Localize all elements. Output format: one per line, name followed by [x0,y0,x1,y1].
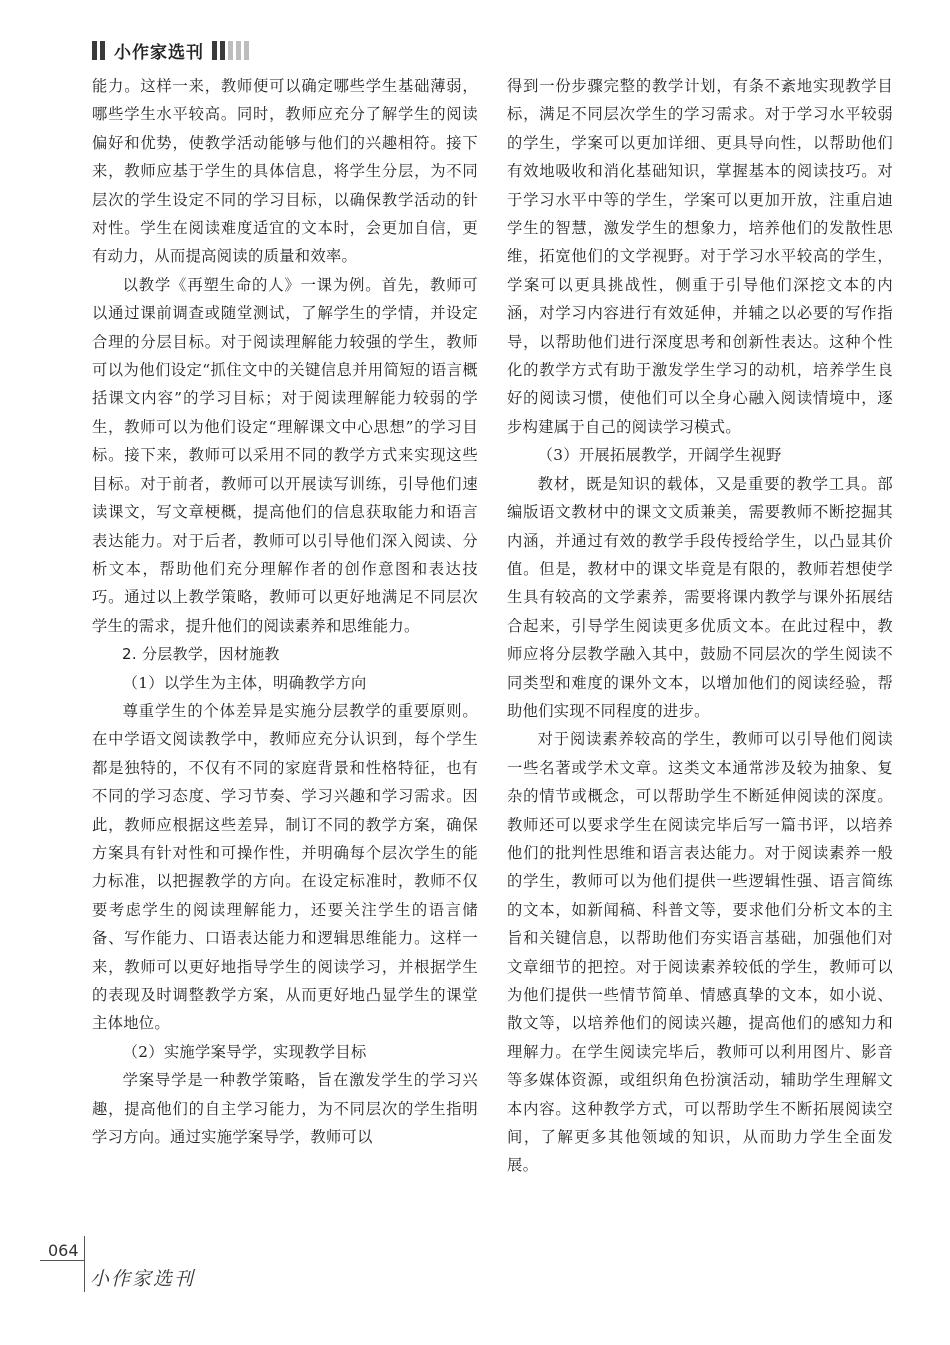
page-number: 064 [48,1241,79,1260]
paragraph: 得到一份步骤完整的教学计划，有条不紊地实现教学目标，满足不同层次学生的学习需求。对于学习水平较弱的学生，学案可以更加详细、更具导向性，以帮助他们有效地吸收和消化基础知识，掌握基本的阅读技巧。对于学习水平中等的学生，学案可以更加开放，注重启迪学生的智慧，激发学生的想象力，培养他们的发散性思维，拓宽他们的文学视野。对于学习水平较高的学生，学案可以更具挑战性，侧重于引导他们深挖文本的内涵，对学习内容进行有效延伸，并辅之以必要的写作指导，以帮助他们进行深度思考和创新性表达。这种个性化的教学方式有助于激发学生学习的动机，培养学生良好的阅读习惯，使他们可以全身心融入阅读情境中，逐步构建属于自己的阅读学习模式。 [507,77,893,436]
header-bar-decoration [236,41,241,60]
section-heading: 2. 分层教学，因材施教 [122,645,280,664]
left-column [92,72,478,1151]
paragraph: 教材，既是知识的载体，又是重要的教学工具。部编版语文教材中的课文文质兼美，需要教师不断挖掘其内涵，并通过有效的教学手段传授给学生，以凸显其价值。但是，教材中的课文毕竟是有限的，教师若想使学生具有较高的文学素养，需要将课内教学与课外拓展结合起来，引导学生阅读更多优质文本。在此过程中，教师应将分层教学融入其中，鼓励不同层次的学生阅读不同类型和难度的课外文本，以增加他们的阅读经验，帮助他们实现不同程度的进步。 [507,474,893,720]
paragraph: 能力。这样一来，教师便可以确定哪些学生基础薄弱，哪些学生水平较高。同时，教师应充分了解学生的阅读偏好和优势，使教学活动能够与他们的兴趣相符。接下来，教师应基于学生的具体信息，将学生分层，为不同层次的学生设定不同的学习目标，以确保教学活动的针对性。学生在阅读难度适宜的文本时，会更加自信，更有动力，从而提高阅读的质量和效率。 [92,77,478,266]
footer-divider [40,1260,84,1261]
paragraph: 尊重学生的个体差异是实施分层教学的重要原则。在中学语文阅读教学中，教师应充分认识到，每个学生都是独特的，不仅有不同的家庭背景和性格特征，也有不同的学习态度、学习节奏、学习兴趣和学习需求。因此，教师应根据这些差异，制订不同的教学方案，确保方案具有针对性和可操作性，并明确每个层次学生的能力标准，以把握教学的方向。在设定标准时，教师不仅要考虑学生的阅读理解能力，还要关注学生的语言储备、写作能力、口语表达能力和逻辑思维能力。这样一来，教师可以更好地指导学生的阅读学习，并根据学生的表现及时调整教学方案，从而更好地凸显学生的课堂主体地位。 [92,701,478,1033]
paragraph: 对于阅读素养较高的学生，教师可以引导他们阅读一些名著或学术文章。这类文本通常涉及较为抽象、复杂的情节或概念，可以帮助学生不断延伸阅读的深度。教师还可以要求学生在阅读完毕后写一篇书评，以培养他们的批判性思维和语言表达能力。对于阅读素养一般的学生，教师可以为他们提供一些逻辑性强、语言简练的文本，如新闻稿、科普文等，要求他们分析文本的主旨和关键信息，以帮助他们夯实语言基础，加强他们对文章细节的把控。对于阅读素养较低的学生，教师可以为他们提供一些情节简单、情感真挚的文本，如小说、散文等，以培养他们的阅读兴趣，提高他们的感知力和理解力。在学生阅读完毕后，教师可以利用图片、影音等多媒体资源，或组织角色扮演活动，辅助学生理解文本内容。这种教学方式，可以帮助学生不断拓展阅读空间，了解更多其他领域的知识，从而助力学生全面发展。 [507,730,893,1175]
journal-title: 小作家选刊 [114,42,204,63]
running-header [92,38,252,62]
footer-divider [84,1236,85,1292]
header-bar-decoration [220,41,225,60]
header-bar-decoration [244,41,249,60]
paragraph: 以教学《再塑生命的人》一课为例。首先，教师可以通过课前调查或随堂测试，了解学生的学情，并设定合理的分层目标。对于阅读理解能力较强的学生，教师可以为他们设定“抓住文中的关键信息并用简短的语言概括课文内容”的学习目标；对于阅读理解能力较弱的学生，教师可以为他们设定“理解课文中心思想”的学习目标。接下来，教师可以采用不同的教学方式来实现这些目标。对于前者，教师可以开展读写训练，引导他们速读课文，写文章梗概，提高他们的信息获取能力和语言表达能力。对于后者，教师可以引导他们深入阅读、分析文本，帮助他们充分理解作者的创作意图和表达技巧。通过以上教学策略，教师可以更好地满足不同层次学生的需求，提升他们的阅读素养和思维能力。 [92,275,478,635]
subsection-heading: （2）实施学案导学，实现教学目标 [122,1042,367,1061]
header-bar-decoration [212,41,217,60]
right-column [507,72,893,1180]
header-bar-decoration [92,41,97,60]
paragraph: 学案导学是一种教学策略，旨在激发学生的学习兴趣，提高他们的自主学习能力，为不同层次的学生指明学习方向。通过实施学案导学，教师可以 [92,1071,478,1147]
journal-logo: 小作家选刊 [90,1268,196,1290]
subsection-heading: （1）以学生为主体，明确教学方向 [122,673,367,692]
header-bar-decoration [228,41,233,60]
header-bar-decoration [100,41,105,60]
subsection-heading: （3）开展拓展教学，开阔学生视野 [537,446,782,465]
